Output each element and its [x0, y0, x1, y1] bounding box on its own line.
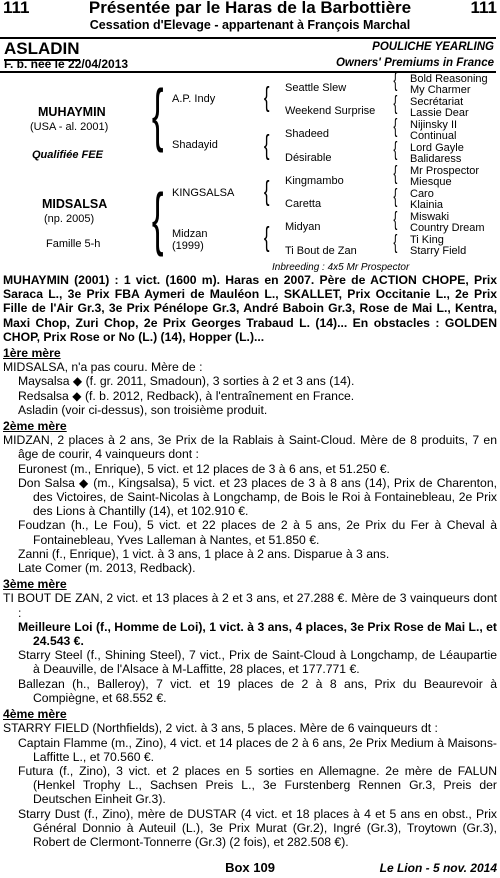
brace: { [393, 139, 398, 161]
list-item: STARRY FIELD (Northfields), 2 vict. à 3 ans, 5 places. Mère de 6 vainqueurs dt : [3, 721, 438, 736]
list-item: Futura (f., Zino), 3 vict. et 2 places en 5 sorties en Allemagne. 2e mère de FALUN (Henkel Trophy L., Sachsen Preis L., 3e Furstenberg Rennen Gr.3, Preis der Deutschen Einheit Gr.3). [18, 763, 497, 807]
g4-2: My Charmer [410, 84, 471, 96]
owners-premiums: Owners' Premiums in France [335, 57, 494, 69]
g4-11: Caro [410, 188, 434, 200]
g4-8: Balidaress [410, 153, 462, 165]
g4-15: Ti King [410, 234, 444, 246]
list-item: Late Comer (m. 2013, Redback). [18, 561, 196, 576]
list-item: Ballezan (h., Balleroy), 7 vict. et 19 places de 2 à 8 ans, Prix du Beaurevoir à Compiègne, et 68.552 €. [18, 676, 497, 705]
g4-6: Continual [410, 130, 457, 142]
list-item: Zanni (f., Enrique), 1 vict. à 3 ans, 1 place à 2 ans. Disparue à 3 ans. [18, 546, 390, 561]
list-item: Starry Steel (f., Shining Steel), 7 vict., Prix de Saint-Cloud à Longchamp, de Léaupartie à Deauville, de l'Alsace à M-Laffitte, 28 places, et 177.771 €. [18, 648, 497, 677]
grandsire-dam: KINGSALSA [172, 187, 235, 199]
g4-13: Miswaki [410, 211, 450, 223]
g3-4: Désirable [285, 152, 332, 164]
list-item: Foudzan (h., Le Fou), 5 vict. et 22 places de 2 à 5 ans, 2e Prix du Fer à Cheval à Fontainebleau, Yves Lalleman à Nantes, et 51.850 €. [18, 518, 497, 547]
grandsire-sire: A.P. Indy [172, 93, 216, 105]
brace: { [151, 179, 164, 257]
family: Famille 5-h [46, 238, 101, 250]
page-header [0, 0, 500, 17]
lot-number-right: 111 [470, 0, 497, 17]
g4-1: Bold Reasoning [410, 73, 488, 85]
brace: { [263, 129, 270, 160]
page-footer [0, 860, 500, 878]
brace: { [263, 175, 270, 206]
lot-number-left: 111 [3, 0, 30, 17]
g3-5: Kingmambo [285, 175, 344, 187]
brace: { [393, 116, 398, 138]
sire-paragraph: MUHAYMIN (2001) : 1 vict. (1600 m). Haras en 2007. Père de ACTION CHOPE, Prix Saraca L., 3e Prix FBA Aymeri de Mauléon L., SKALLET, Prix Occitanie L., 2e Prix Fille de l'Air Gr.3, 3e Prix Pénélope Gr.3, André Baboin Gr.3, Rose de Mai L., Kentra, Maxi Chop, Zuri Chop, 2e Prix Georges Trabaud L. (14)... En obstacles : GOLDEN CHOP, Prix Rose or No (L.) (14), Hopper (L.)... [3, 273, 497, 344]
sale-date: Le Lion - 5 nov. 2014 [379, 861, 497, 875]
brace: { [393, 186, 398, 208]
brace: { [393, 209, 398, 231]
consignor-subtitle: Cessation d'Elevage - appartenant à François Marchal [89, 18, 411, 32]
section-fourth-dam: 4ème mère [3, 707, 67, 722]
g4-5: Nijinsky II [410, 119, 458, 131]
granddam-dam: Midzan [172, 228, 208, 240]
g4-10: Miesque [410, 176, 452, 188]
g3-7: Midyan [285, 221, 321, 233]
g3-2: Weekend Surprise [285, 105, 376, 117]
brace: { [393, 163, 398, 185]
list-item: Euronest (m., Enrique), 5 vict. et 12 places de 3 à 6 ans, et 51.250 €. [18, 461, 390, 476]
list-item: MIDZAN, 2 places à 2 ans, 3e Prix de la Rablais à Saint-Cloud. Mère de 8 produits, 7 en âge de courir, 4 vainqueurs dont : [3, 433, 497, 462]
list-item: Captain Flamme (m., Zino), 4 vict. et 14 places de 2 à 6 ans, 2e Prix Medium à Maisons-Laffitte L., et 70.560 €. [18, 735, 497, 764]
list-item: Starry Dust (f., Zino), mère de DUSTAR (4 vict. et 18 places à 4 et 5 ans en obst., Prix Général Donnio à Auteuil (L.), 3e Prix Murat (Gr.2), Ingré (Gr.3), Troytown (Gr.3), Robert de Clermont-Tonnerre (Gr.3) (2 fois), et 282.508 €). [18, 806, 497, 849]
g3-3: Shadeed [285, 128, 330, 140]
list-item: Redsalsa ◆ (f. b. 2012, Redback), à l'entraînement en France. [18, 388, 355, 403]
dam-info: (np. 2005) [44, 213, 95, 225]
page-title: Présentée par le Haras de la Barbottière [88, 0, 412, 17]
brace: { [263, 221, 270, 252]
brace: { [393, 93, 398, 115]
horse-birth: F. b. née le 22/04/2013 [4, 57, 129, 71]
horse-name: ASLADIN [4, 39, 80, 61]
brace: { [393, 232, 398, 254]
g4-9: Mr Prospector [410, 165, 480, 177]
g3-8: Ti Bout de Zan [285, 245, 357, 257]
sire-note: Qualifiée FEE [32, 149, 103, 161]
horse-banner [0, 37, 496, 73]
sire-info: (USA - al. 2001) [30, 121, 109, 133]
g4-3: Secrétariat [410, 96, 464, 108]
granddam-sire: Shadayid [172, 139, 218, 151]
list-item: Maysalsa ◆ (f. gr. 2011, Smadoun), 3 sorties à 2 et 3 ans (14). [18, 374, 355, 389]
sire-name: MUHAYMIN [38, 105, 106, 119]
section-second-dam: 2ème mère [3, 419, 67, 434]
box-number: Box 109 [225, 860, 275, 875]
brace: { [263, 81, 270, 112]
list-item: TI BOUT DE ZAN, 2 vict. et 13 places à 2 et 3 ans, et 27.288 €. Mère de 3 vainqueurs dont : [3, 591, 497, 620]
brace: { [393, 70, 398, 92]
granddam-dam-year: (1999) [172, 240, 204, 252]
dam-name: MIDSALSA [42, 197, 108, 211]
list-item: Don Salsa ◆ (m., Kingsalsa), 5 vict. et 23 places de 3 à 8 ans (14), Prix de Charenton, des Victoires, de Saint-Nicolas à Longchamp, de Bois le Roi à Fontainebleau, 2e Prix des Lions à Chantilly (14), et 102.910 €. [18, 475, 497, 519]
brace: { [151, 75, 164, 153]
g4-12: Klainia [410, 199, 444, 211]
section-first-dam: 1ère mère [3, 346, 61, 361]
inbreeding: Inbreeding : 4x5 Mr Prospector [272, 262, 410, 273]
list-item: Meilleure Loi (f., Homme de Loi), 1 vict. à 3 ans, 4 places, 3e Prix Rose de Mai L., et 24.543 €. [18, 619, 497, 649]
pedigree-table [0, 70, 500, 273]
g4-14: Country Dream [410, 222, 485, 234]
list-item: Asladin (voir ci-dessus), son troisième produit. [18, 402, 268, 417]
g4-16: Starry Field [410, 245, 467, 257]
section-third-dam: 3ème mère [3, 577, 67, 592]
g4-4: Lassie Dear [410, 107, 469, 119]
g3-6: Caretta [285, 198, 322, 210]
list-item: MIDSALSA, n'a pas couru. Mère de : [3, 360, 203, 375]
horse-category: POULICHE YEARLING [372, 41, 494, 53]
g4-7: Lord Gayle [410, 142, 464, 154]
g3-1: Seattle Slew [285, 82, 347, 94]
catalogue-text [3, 273, 497, 849]
